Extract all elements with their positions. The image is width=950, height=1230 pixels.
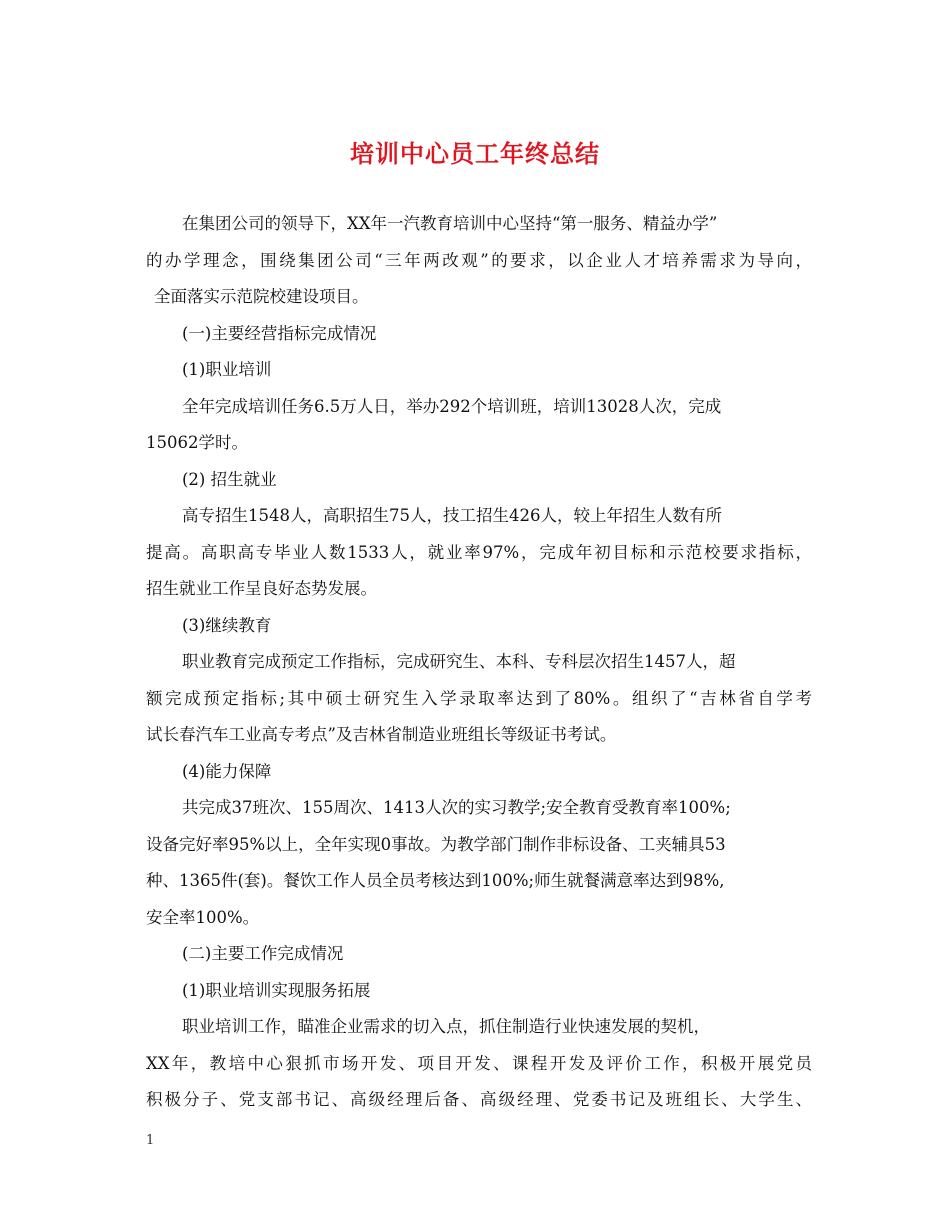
paragraph-line: 职业培训工作，瞄准企业需求的切入点，抓住制造行业快速发展的契机， xyxy=(182,1017,710,1036)
paragraph-line: 招生就业工作呈良好态势发展。 xyxy=(146,579,377,598)
paragraph-line: 在集团公司的领导下，XX年一汽教育培训中心坚持“第一服务、精益办学” xyxy=(182,214,718,233)
paragraph-line: 种、1365件(套)。餐饮工作人员全员考核达到100%;师生就餐满意率达到98%, xyxy=(146,871,725,890)
subsection-heading: (1)职业培训实现服务拓展 xyxy=(182,980,371,1000)
paragraph-line: XX年，教培中心狠抓市场开发、项目开发、课程开发及评价工作，积极开展党员 xyxy=(146,1053,812,1073)
paragraph-line: 安全率100%。 xyxy=(146,907,260,927)
paragraph-line: 额完成预定指标;其中硕士研究生入学录取率达到了80%。组织了“吉林省自学考 xyxy=(146,688,812,708)
document-title: 培训中心员工年终总结 xyxy=(350,139,600,168)
paragraph-line: 设备完好率95%以上，全年实现0事故。为教学部门制作非标设备、工夹辅具53 xyxy=(146,834,726,854)
document-body xyxy=(146,206,812,1119)
subsection-heading: (2) 招生就业 xyxy=(182,469,277,489)
paragraph-line: 全面落实示范院校建设项目。 xyxy=(154,287,369,306)
subsection-heading: (4)能力保障 xyxy=(182,761,272,781)
subsection-heading: (1)职业培训 xyxy=(182,360,272,379)
paragraph-line: 提高。高职高专毕业人数1533人，就业率97%，完成年初目标和示范校要求指标， xyxy=(146,542,812,562)
paragraph-line: 共完成37班次、155周次、1413人次的实习教学;安全教育受教育率100%; xyxy=(182,798,731,817)
paragraph-line: 的办学理念，围绕集团公司“三年两改观”的要求，以企业人才培养需求为导向， xyxy=(146,250,812,270)
section-heading: (二)主要工作完成情况 xyxy=(182,944,344,963)
paragraph-line: 试长春汽车工业高专考点”及吉林省制造业班组长等级证书考试。 xyxy=(146,725,617,744)
page-number: 1 xyxy=(146,1133,155,1148)
paragraph-line: 全年完成培训任务6.5万人日，举办292个培训班，培训13028人次，完成 xyxy=(182,396,722,416)
paragraph-line: 积极分子、党支部书记、高级经理后备、高级经理、党委书记及班组长、大学生、 xyxy=(146,1090,812,1109)
section-heading: (一)主要经营指标完成情况 xyxy=(182,323,377,343)
subsection-heading: (3)继续教育 xyxy=(182,615,272,635)
paragraph-line: 15062学时。 xyxy=(146,433,248,452)
paragraph-line: 高专招生1548人，高职招生75人，技工招生426人，较上年招生人数有所 xyxy=(182,506,722,525)
paragraph-line: 职业教育完成预定工作指标，完成研究生、本科、专科层次招生1457人，超 xyxy=(182,652,736,671)
